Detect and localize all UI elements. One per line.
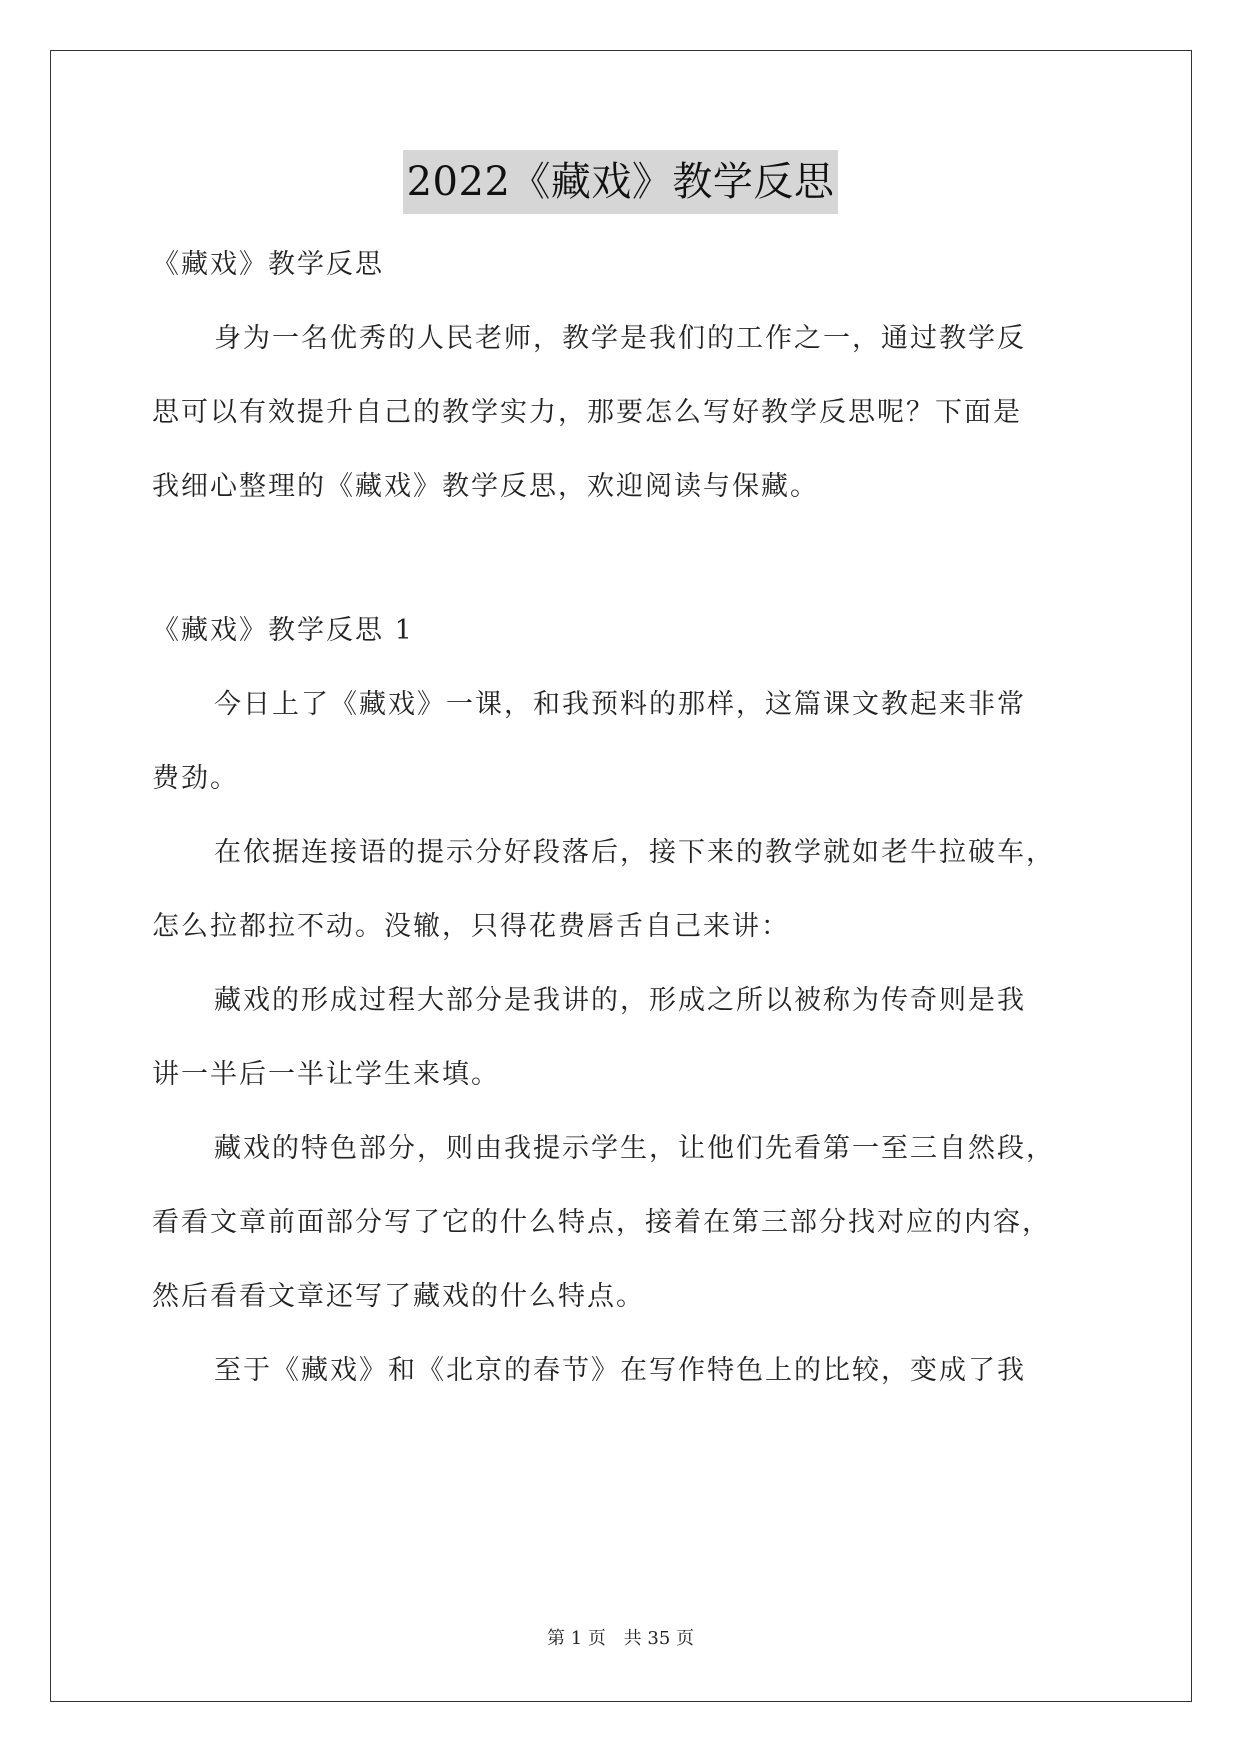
paragraph-line: 怎么拉都拉不动。没辙，只得花费唇舌自己来讲： — [152, 911, 790, 942]
paragraph-line: 至于《藏戏》和《北京的春节》在写作特色上的比较，变成了我 — [214, 1355, 1026, 1386]
total-pages: 共 35 页 — [623, 1628, 694, 1649]
title-container — [0, 150, 1241, 214]
section-heading: 《藏戏》教学反思 1 — [152, 615, 414, 646]
subtitle: 《藏戏》教学反思 — [152, 249, 384, 280]
paragraph-line: 讲一半后一半让学生来填。 — [152, 1059, 500, 1090]
intro-line: 我细心整理的《藏戏》教学反思，欢迎阅读与保藏。 — [152, 471, 819, 502]
paragraph-line: 藏戏的形成过程大部分是我讲的，形成之所以被称为传奇则是我 — [214, 985, 1026, 1016]
paragraph-line: 藏戏的特色部分，则由我提示学生，让他们先看第一至三自然段， — [214, 1133, 1055, 1164]
paragraph-line: 费劲。 — [152, 763, 239, 794]
paragraph-line: 今日上了《藏戏》一课，和我预料的那样，这篇课文教起来非常 — [214, 689, 1026, 720]
intro-line: 身为一名优秀的人民老师，教学是我们的工作之一，通过教学反 — [214, 323, 1026, 354]
intro-line: 思可以有效提升自己的教学实力，那要怎么写好教学反思呢？下面是 — [152, 397, 1022, 428]
page-footer — [0, 1624, 1241, 1650]
paragraph-line: 然后看看文章还写了藏戏的什么特点。 — [152, 1281, 645, 1312]
paragraph-line: 看看文章前面部分写了它的什么特点，接着在第三部分找对应的内容， — [152, 1207, 1051, 1238]
document-title: 2022《藏戏》教学反思 — [403, 150, 839, 214]
paragraph-line: 在依据连接语的提示分好段落后，接下来的教学就如老牛拉破车， — [214, 837, 1055, 868]
page-number: 第 1 页 — [547, 1628, 606, 1649]
page-frame — [50, 50, 1192, 1702]
